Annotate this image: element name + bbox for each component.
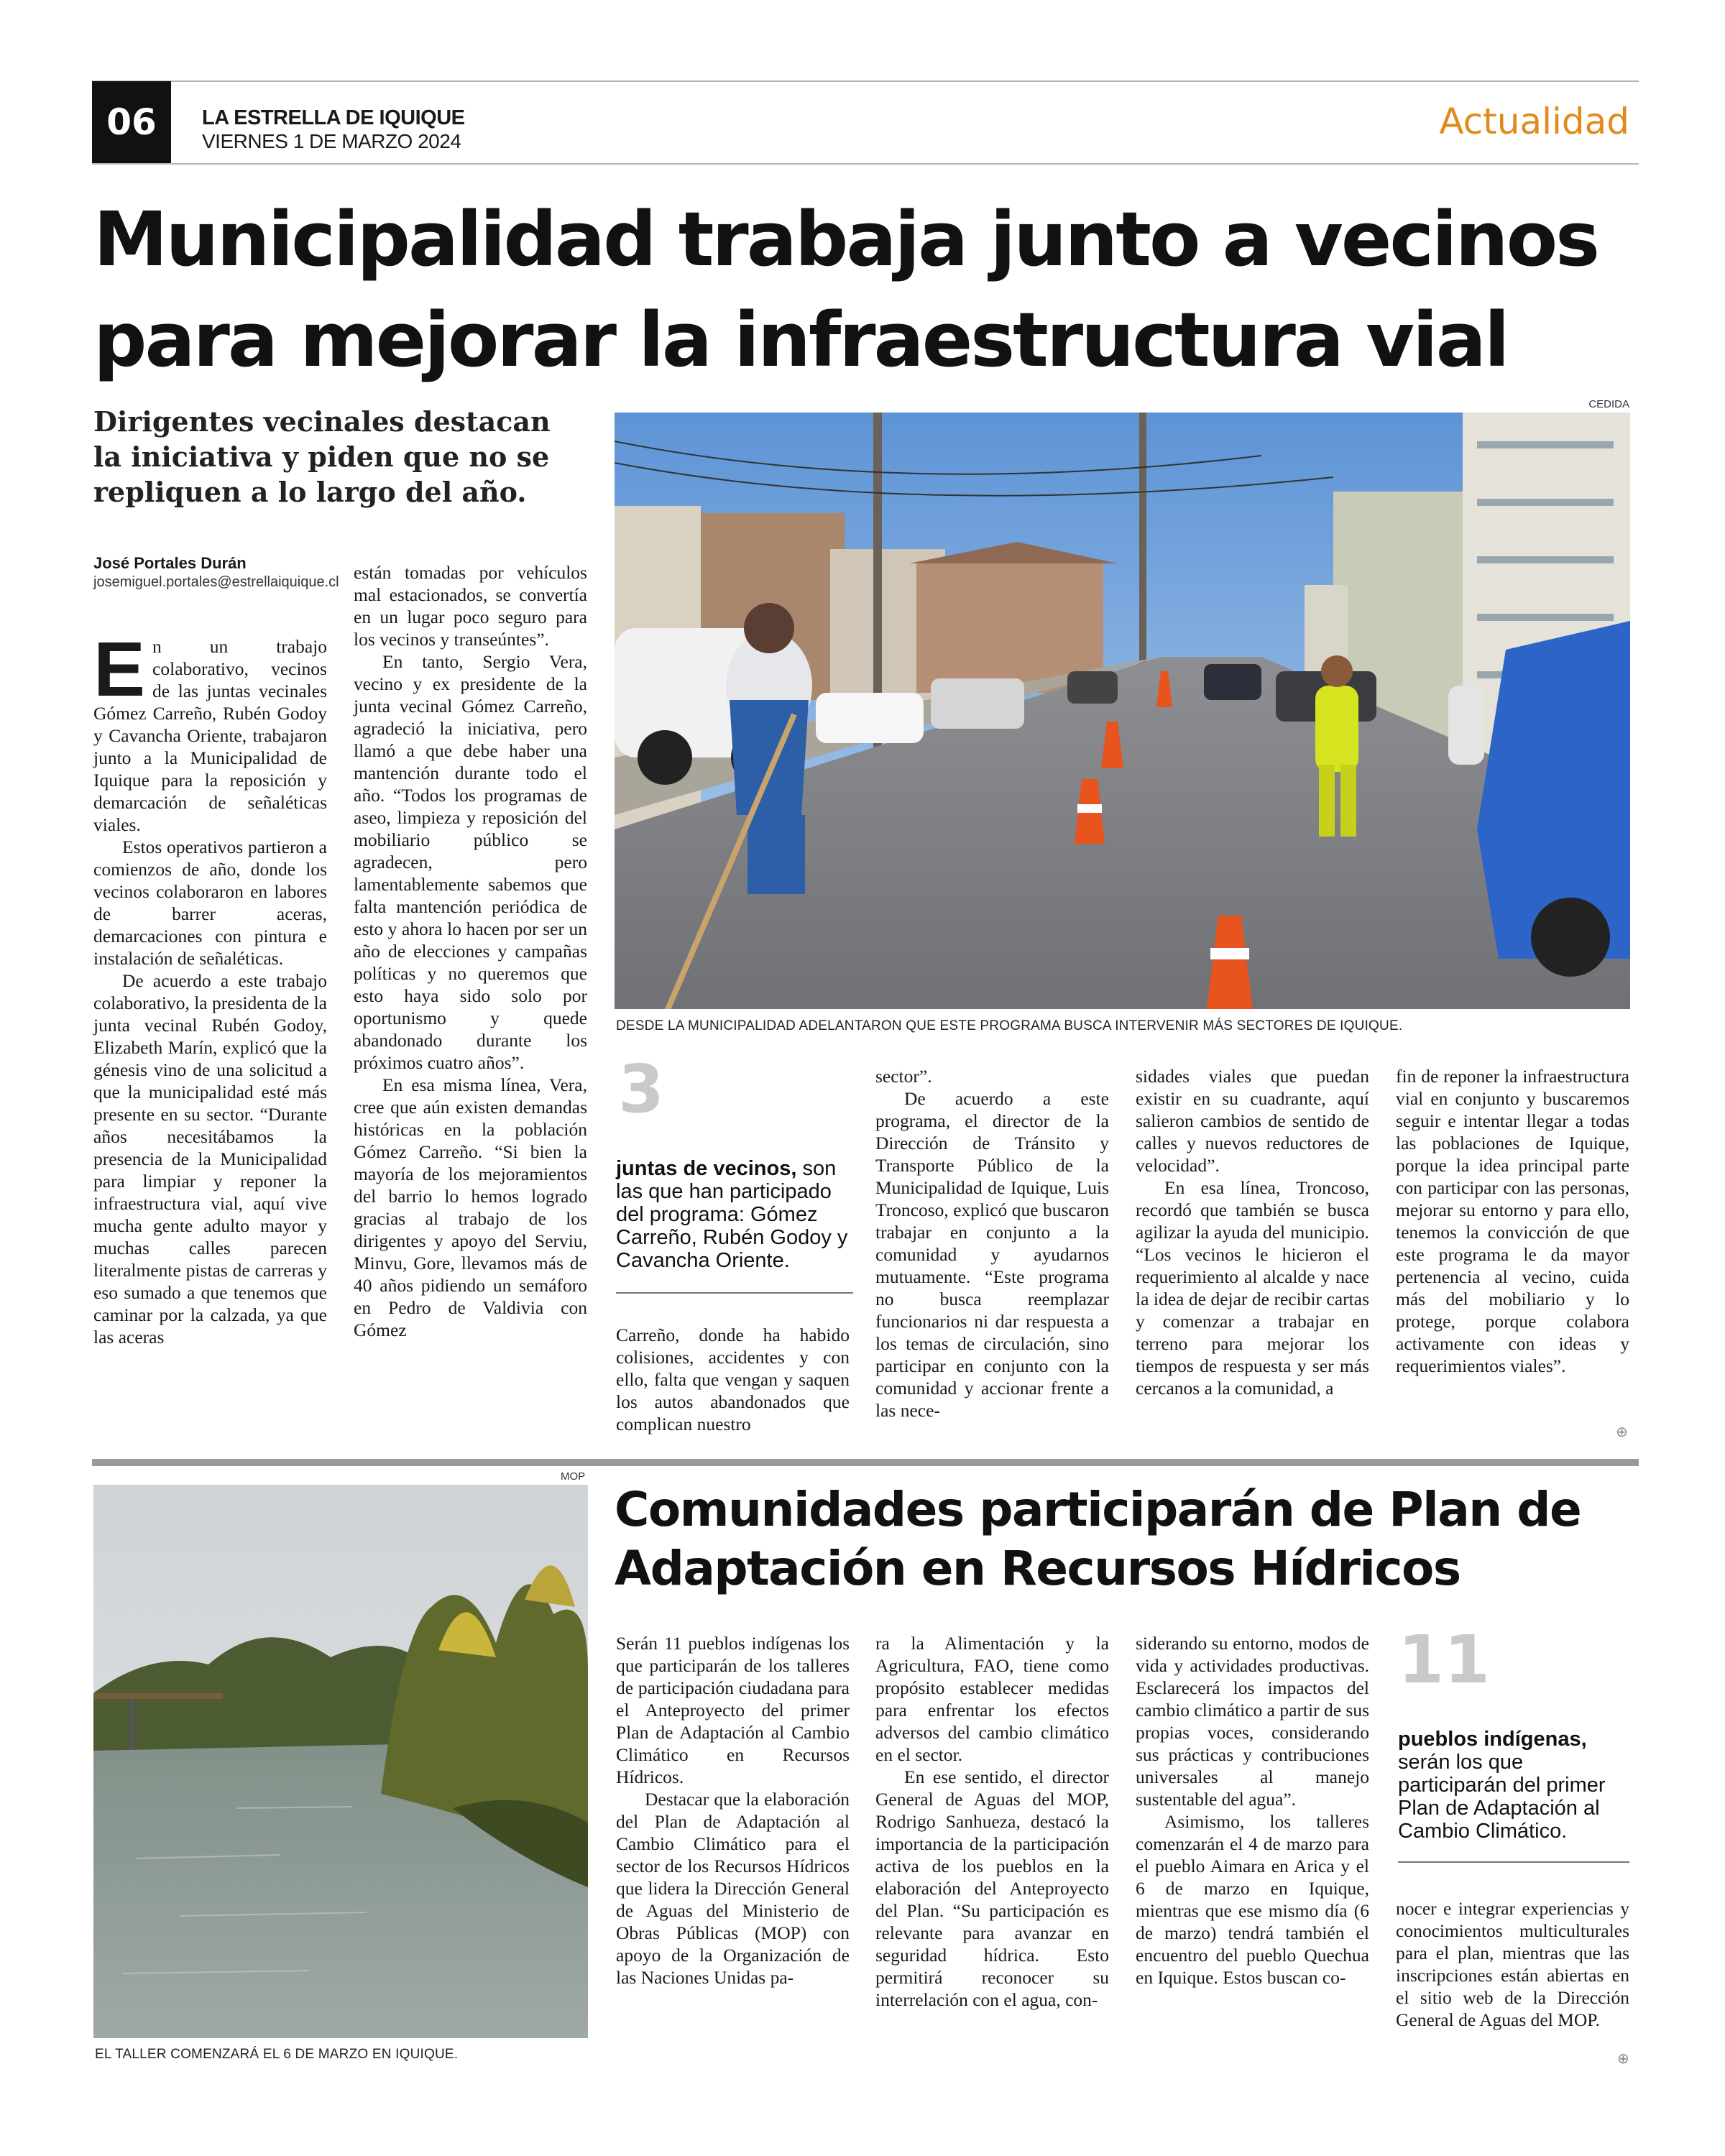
river-photo	[93, 1485, 588, 2038]
article2-paragraph: En ese sentido, el director General de Aguas del MOP, Rodrigo Sanhueza, destacó la importancia de la participación activa de los pueblos en la elaboración del Anteproyecto del Plan. “Su participación es relevante para avanzar en seguridad hídrica. Esto permitirá reconocer su interrelación con el agua, con-	[875, 1766, 1109, 2010]
article2-paragraph: Asimismo, los talleres comenzarán el 4 de marzo para el pueblo Aimara en Arica y el 6 de marzo en Iquique, mientras que ese mismo día (6 de marzo) tendrá también el encuentro del pueblo Quechua en Iquique. Estos buscan co-	[1136, 1811, 1369, 1988]
river-photo-illustration	[93, 1485, 588, 2038]
article1-paragraph: De acuerdo a este trabajo colaborativo, la presidenta de la junta vecinal Rubén Godoy, Elizabeth Marín, explicó que la génesis vino de una solicitud a que la municipalidad esté más presente en su sector. “Durante años necesitábamos la presencia de la Municipalidad para limpiar y reponer la infraestructura vial, aquí vive mucha gente adulto mayor y muchas calles parecen literalmente pistas de carreras y eso sumado a que tenemos que caminar por la calzada, ya que las aceras	[93, 970, 327, 1348]
headline2-line-1: Comunidades participarán de Plan de	[615, 1482, 1581, 1537]
callout-text-2	[1398, 1728, 1632, 1843]
drop-cap: E	[93, 625, 146, 712]
article-separator	[92, 1459, 1639, 1466]
article2-paragraph: ra la Alimentación y la Agricultura, FAO, tiene como propósito establecer medidas para enfrentar los efectos adversos del cambio climático en el sector.	[875, 1633, 1109, 1765]
page-number: 06	[92, 81, 171, 163]
article2-column-4	[1396, 1897, 1629, 2031]
article1-column-2	[354, 561, 587, 1341]
end-of-article-icon-2: ⊕	[1617, 2050, 1629, 2067]
article2-column-2	[875, 1632, 1109, 2011]
article-headline	[93, 189, 1639, 390]
article1-paragraph: Estos operativos partieron a comienzos de año, donde los vecinos colaboraron en labores de barrer aceras, demarcaciones con pintura e instalación de señaléticas.	[93, 837, 327, 969]
article2-paragraph: Destacar que la elaboración del Plan de Adaptación al Cambio Climático para el sector de los Recursos Hídricos que lidera la Dirección General de Aguas del Ministerio de Obras Públicas (MOP) con apoyo de la Organización de las Naciones Unidas pa-	[616, 1789, 850, 1988]
article1-paragraph: En tanto, Sergio Vera, vecino y ex presidente de la junta vecinal Gómez Carreño, agradeció la iniciativa, pero llamó a que debe haber una mantención durante todo el año. “Todos los programas de aseo, limpieza y reposición del mobiliario público se agradecen, pero lamentablemente sabemos que falta mantención periódica de esto y ahora lo hacen por ser un año de elecciones y campañas políticas y no queremos que esto haya sido solo por oportunismo y quede abandonado durante los próximos cuatro años”.	[354, 651, 587, 1073]
callout-body-2: serán los que participarán del primer Plan de Adaptación al Cambio Climático.	[1398, 1751, 1606, 1843]
callout-bold: juntas de vecinos,	[616, 1157, 797, 1180]
article1-column-1	[93, 625, 327, 1348]
author-name: José Portales Durán	[93, 554, 247, 572]
article-subhead: Dirigentes vecinales destacan la iniciativa y piden que no se repliquen a lo largo del año.	[93, 405, 551, 508]
newspaper-name: LA ESTRELLA DE IQUIQUE	[202, 106, 465, 129]
article1-paragraph: Carreño, donde ha habido colisiones, accidentes y con ello, falta que vengan y saquen los autos abandonados que complican nuestro	[616, 1325, 850, 1434]
photo-caption: DESDE LA MUNICIPALIDAD ADELANTARON QUE ESTE PROGRAMA BUSCA INTERVENIR MÁS SECTORES DE IQUIQUE.	[616, 1018, 1403, 1033]
callout-rule	[616, 1292, 853, 1294]
street-cleanup-photo	[615, 413, 1630, 1009]
article2-paragraph: Serán 11 pueblos indígenas los que participarán de los talleres de participación ciudadana para el Anteproyecto del primer Plan de Adaptación al Cambio Climático en Recursos Hídricos.	[616, 1633, 850, 1787]
top-rule	[92, 80, 1639, 82]
article1-paragraph: sidades viales que puedan existir en su cuadrante, aquí salieron cambios de sentido de calles y nuevos reductores de velocidad”.	[1136, 1066, 1369, 1176]
callout-rule-2	[1398, 1861, 1629, 1863]
callout-number: 3	[618, 1051, 665, 1128]
header-rule	[92, 163, 1639, 165]
photo-caption-2: EL TALLER COMENZARÁ EL 6 DE MARZO EN IQUIQUE.	[95, 2047, 459, 2062]
article2-paragraph: nocer e integrar experiencias y conocimientos multiculturales para el plan, mientras que las inscripciones están abiertas en el sitio web de la Dirección General de Aguas del MOP.	[1396, 1898, 1629, 2030]
street-photo-illustration	[615, 413, 1630, 1009]
article1-paragraph: n un trabajo colaborativo, vecinos de las juntas vecinales Gómez Carreño, Rubén Godoy y Cavancha Oriente, trabajaron junto a la Municipalidad de Iquique para la reposición y demarcación de señaléticas viales.	[93, 636, 327, 835]
callout-number-2: 11	[1398, 1621, 1491, 1698]
callout-bold-2: pueblos indígenas,	[1398, 1728, 1587, 1751]
article1-paragraph: De acuerdo a este programa, el director de la Dirección de Tránsito y Transporte Público de la Municipalidad de Iquique, Luis Troncoso, explicó que buscaron trabajar en conjunto a la comunidad y ayudarnos mutuamente. “Este programa no busca reemplazar funcionarios ni dar respuesta a los temas de circulación, sino participar en conjunto con la comunidad y accionar frente a las nece-	[875, 1088, 1109, 1421]
author-email: josemiguel.portales@estrellaiquique.cl	[93, 574, 339, 590]
article2-paragraph: siderando su entorno, modos de vida y actividades productivas. Esclarecerá los impactos del cambio climático a partir de sus propias voces, considerando sus prácticas y contribuciones universales al manejo sustentable del agua”.	[1136, 1633, 1370, 1810]
callout-body: son las que han participado del programa: Gómez Carreño, Rubén Godoy y Cavancha Oriente.	[616, 1157, 848, 1272]
article2-headline	[615, 1480, 1642, 1598]
article1-paragraph: En esa línea, Troncoso, recordó que también se busca agilizar la ayuda del municipio. “Los vecinos le hicieron el requerimiento al alcalde y nace la idea de dejar de recibir cartas y comenzar a trabajar en terreno para mejorar los tiempos de respuesta y ser más cercanos a la comunidad, a	[1136, 1177, 1369, 1399]
photo-credit-2: MOP	[561, 1470, 586, 1483]
section-label: Actualidad	[1439, 101, 1629, 142]
photo-credit: CEDIDA	[1588, 398, 1629, 410]
headline-line-1: Municipalidad trabaja junto a vecinos	[93, 195, 1598, 283]
article2-column-1	[616, 1632, 850, 1989]
article2-column-3	[1136, 1632, 1369, 1989]
article1-column-4	[875, 1065, 1109, 1422]
headline-line-2: para mejorar la infraestructura vial	[93, 296, 1508, 384]
article1-column-3	[616, 1324, 850, 1435]
article1-paragraph: fin de reponer la infraestructura vial en conjunto y buscaremos seguir e intentar llegar a todas las poblaciones de Iquique, porque la idea principal parte con participar con las personas, mejorar su entorno y para ello, tenemos la convicción de que este programa le da mayor pertenencia al vecino, cuida más del mobiliario y lo protege, porque colabora activamente con ideas y requerimientos viales”.	[1396, 1066, 1629, 1376]
article1-paragraph: En esa misma línea, Vera, cree que aún existen demandas históricas en la población Gómez Carreño. “Si bien la mayoría de los mejoramientos del barrio lo hemos logrado gracias al trabajo de los dirigentes y apoyo del Serviu, Minvu, Gore, llevamos más de 40 años pidiendo un semáforo en Pedro de Valdivia con Gómez	[354, 1074, 587, 1340]
issue-date: VIERNES 1 DE MARZO 2024	[202, 130, 461, 152]
end-of-article-icon: ⊕	[1616, 1423, 1628, 1440]
article1-column-5	[1136, 1065, 1369, 1399]
article1-column-6	[1396, 1065, 1629, 1377]
callout-text	[616, 1157, 857, 1272]
article1-paragraph: sector”.	[875, 1066, 932, 1087]
article1-paragraph: están tomadas por vehículos mal estacionados, se convertía en un lugar poco seguro para los vecinos y transeúntes”.	[354, 562, 587, 650]
headline2-line-2: Adaptación en Recursos Hídricos	[615, 1541, 1460, 1596]
